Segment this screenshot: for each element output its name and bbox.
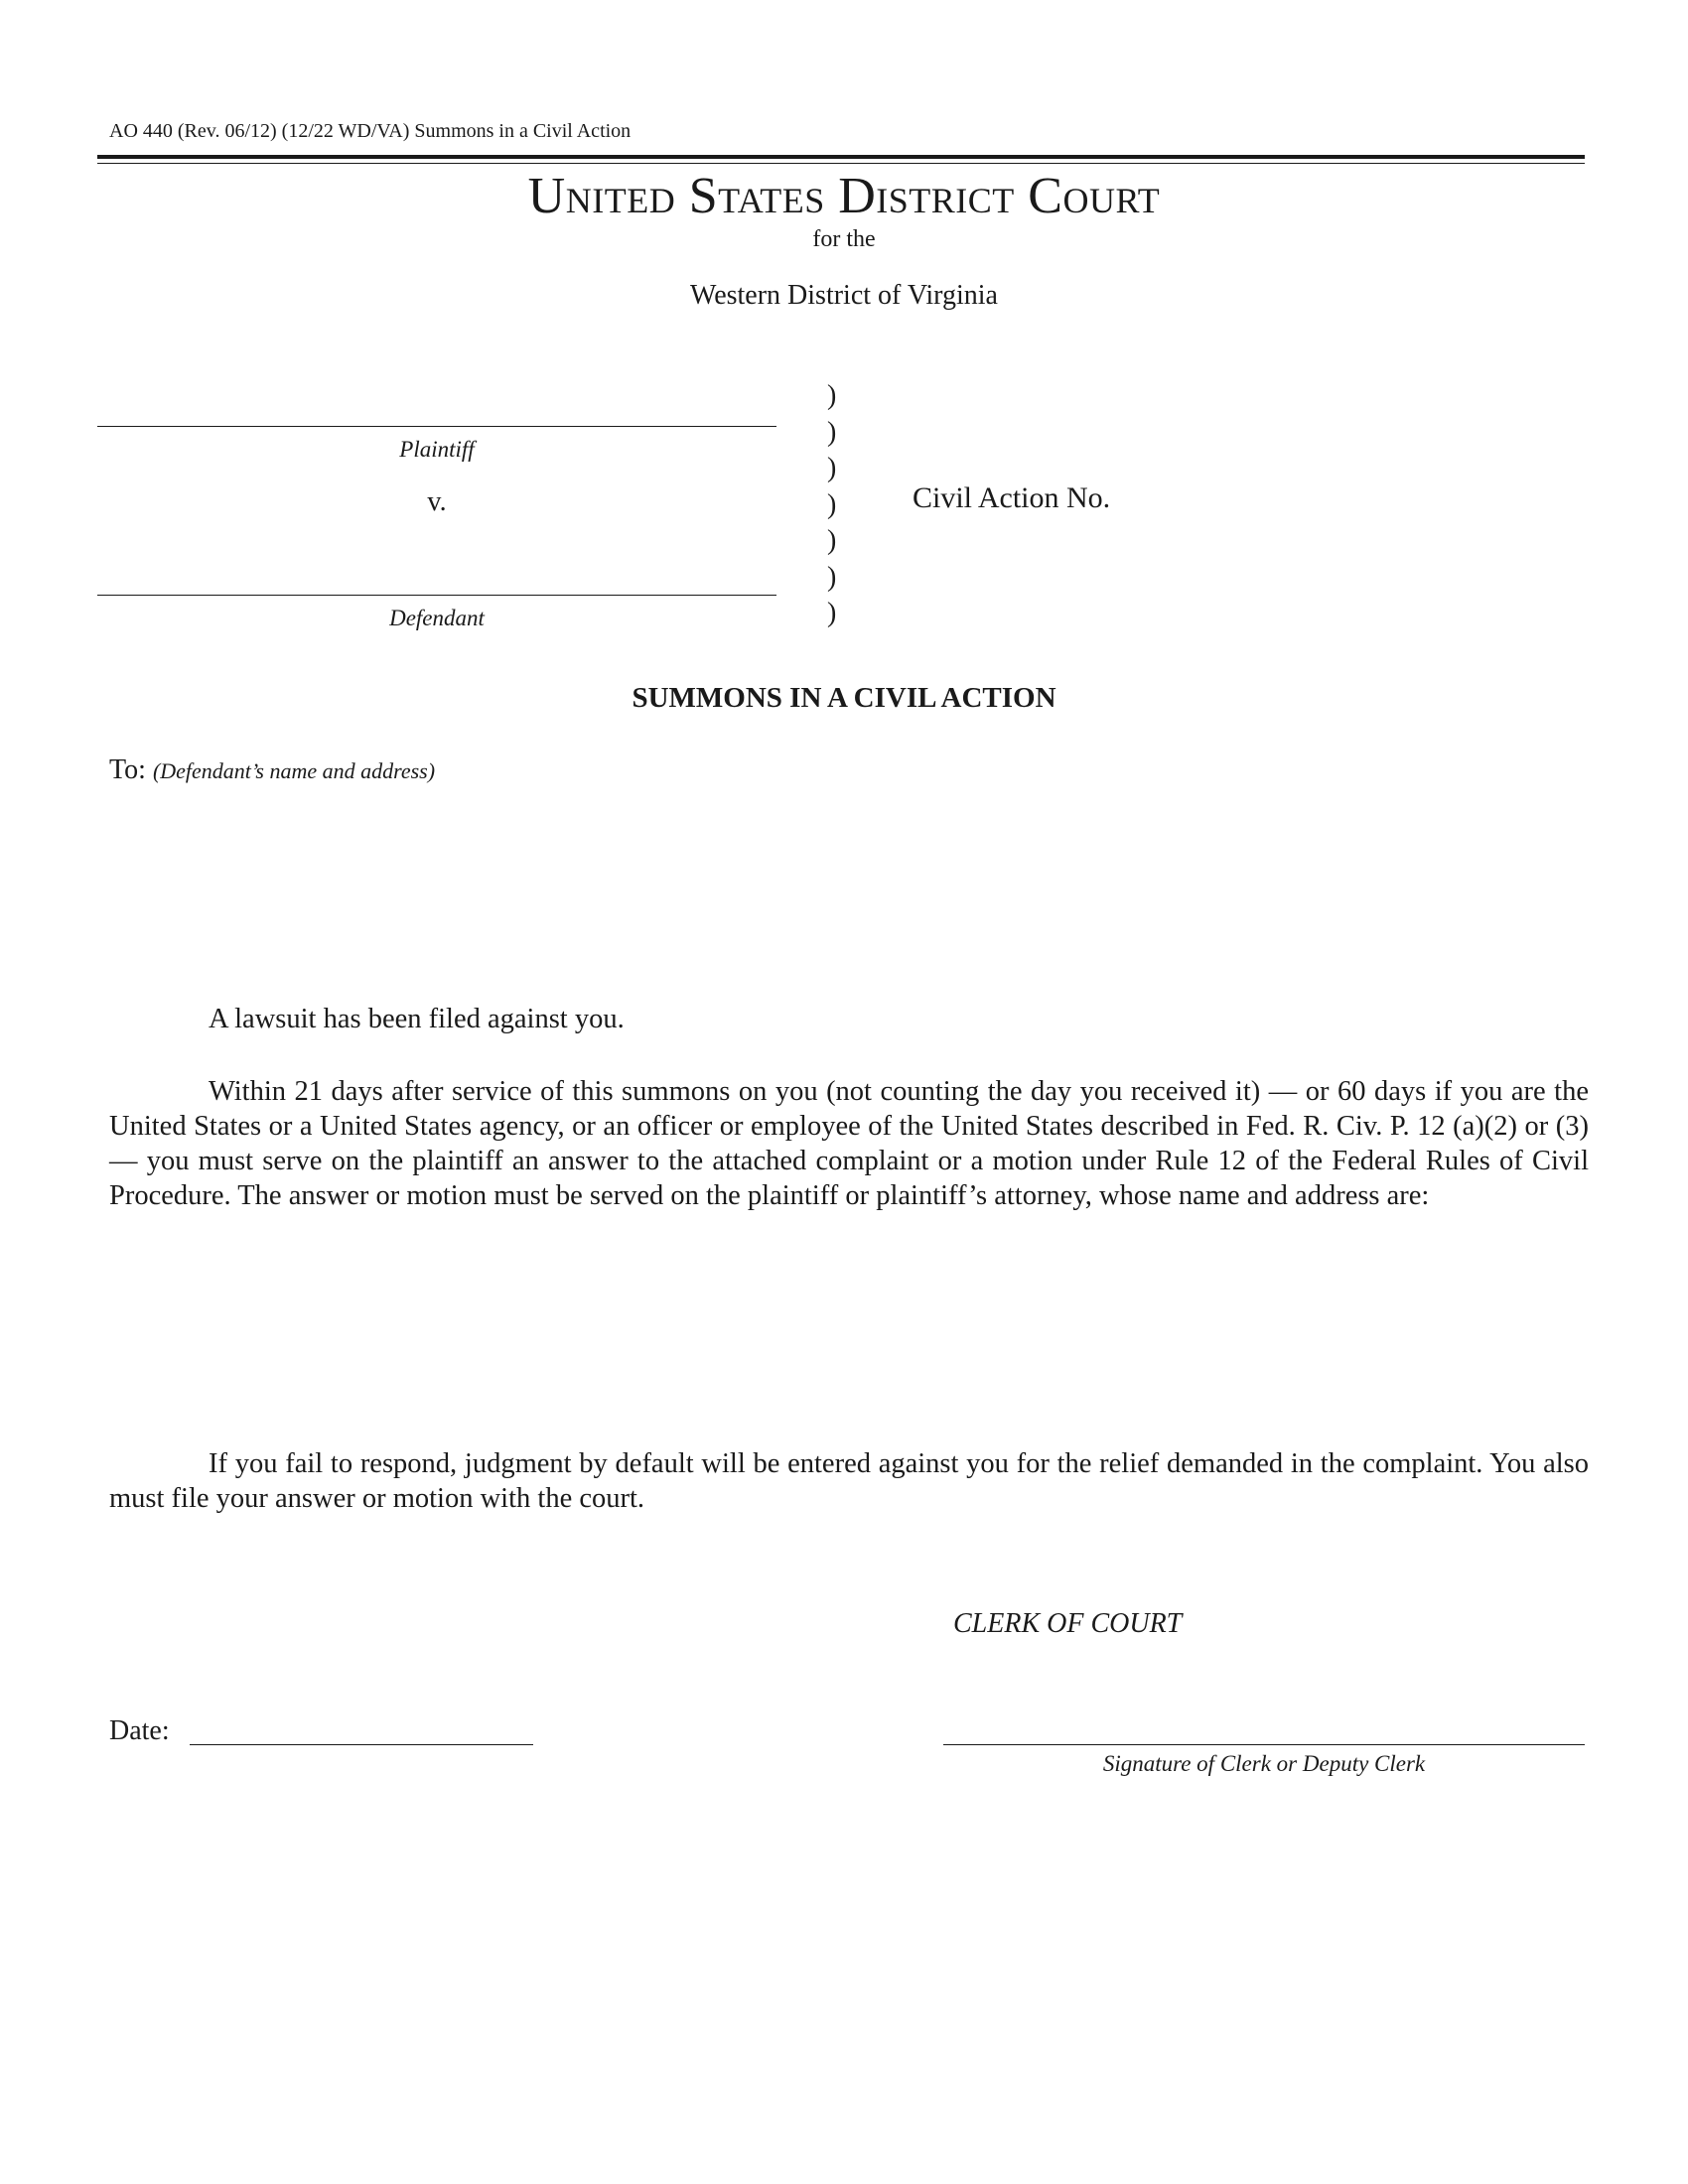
defendant-name-line[interactable] bbox=[97, 595, 776, 596]
defendant-label: Defendant bbox=[389, 606, 485, 630]
caption-paren: ) bbox=[827, 453, 837, 483]
district-name: Western District of Virginia bbox=[690, 280, 998, 311]
summons-heading: SUMMONS IN A CIVIL ACTION bbox=[632, 682, 1056, 714]
caption-parentheses bbox=[827, 378, 847, 632]
plaintiff-label: Plaintiff bbox=[399, 437, 475, 462]
signature-line[interactable] bbox=[943, 1744, 1585, 1745]
response-deadline-paragraph: Within 21 days after service of this summons on you (not counting the day you received it) — or 60 days if you are the United States or a United States agency, or an officer or employee of the United States described in Fed. R. Civ. P. 12 (a)(2) or (3) — you must serve on the plaintiff an answer to the attached complaint or a motion under Rule 12 of the Federal Rules of Civil Procedure. The answer or motion must be served on the plaintiff or plaintiff’s attorney, whose name and address are: bbox=[109, 1076, 1589, 1211]
default-judgment-paragraph: If you fail to respond, judgment by default will be entered against you for the relief demanded in the complaint. You also must file your answer or motion with the court. bbox=[109, 1448, 1589, 1514]
caption-paren: ) bbox=[827, 380, 837, 411]
caption-paren: ) bbox=[827, 488, 837, 520]
to-label: To: bbox=[109, 754, 146, 785]
civil-action-number-label: Civil Action No. bbox=[913, 481, 1111, 514]
lawsuit-filed-paragraph: A lawsuit has been filed against you. bbox=[209, 1004, 625, 1034]
form-identifier: AO 440 (Rev. 06/12) (12/22 WD/VA) Summons in a Civil Action bbox=[109, 120, 632, 142]
court-title: United States District Court bbox=[527, 168, 1161, 224]
date-label: Date: bbox=[109, 1715, 170, 1746]
date-field-line[interactable] bbox=[190, 1744, 533, 1745]
clerk-of-court-label: CLERK OF COURT bbox=[953, 1608, 1183, 1639]
caption-paren: ) bbox=[827, 561, 837, 593]
to-line bbox=[109, 754, 435, 786]
plaintiff-name-line[interactable] bbox=[97, 426, 776, 427]
caption-paren: ) bbox=[827, 416, 837, 448]
signature-label: Signature of Clerk or Deputy Clerk bbox=[1102, 1751, 1426, 1776]
caption-paren: ) bbox=[827, 525, 837, 556]
header-rule-thin bbox=[97, 163, 1585, 164]
for-the-text: for the bbox=[812, 226, 876, 252]
defendant-address-hint: (Defendant’s name and address) bbox=[152, 758, 436, 783]
versus-text: v. bbox=[427, 486, 447, 517]
caption-paren: ) bbox=[827, 598, 837, 628]
header-rule-thick bbox=[97, 155, 1585, 159]
